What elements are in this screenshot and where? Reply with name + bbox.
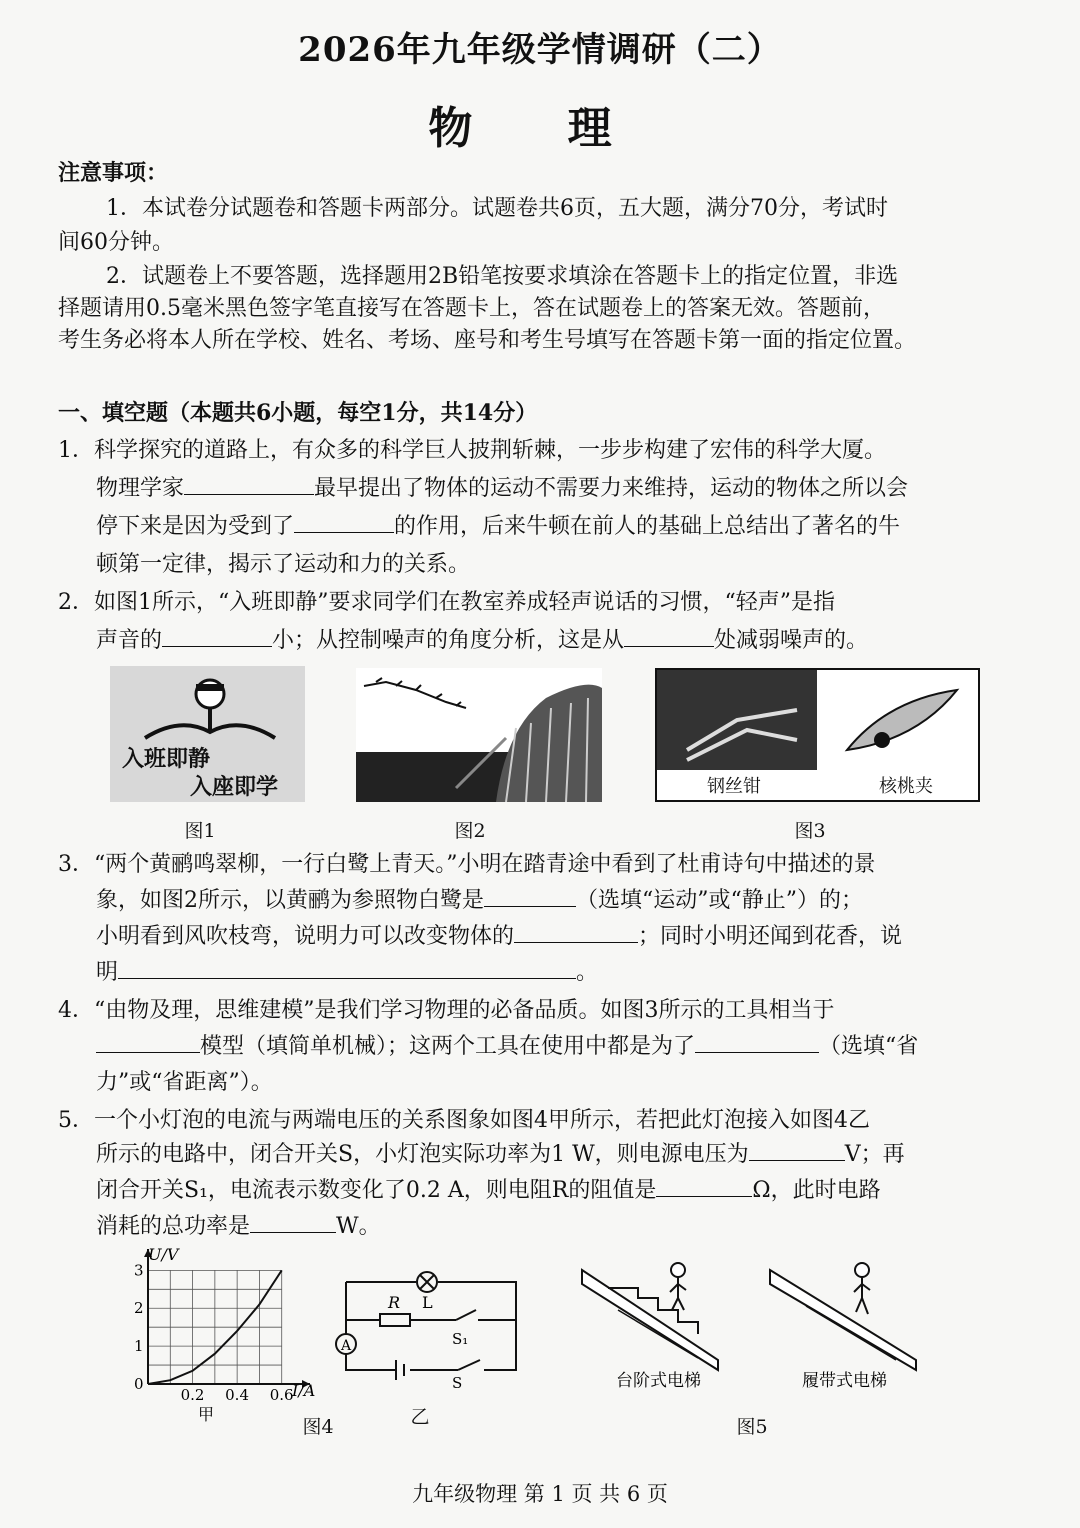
figure-5-caption: 图5 (736, 1416, 768, 1438)
figure-3-label-pliers: 钢丝钳 (707, 776, 761, 797)
x-axis-label: I/A (292, 1381, 316, 1400)
figure-4-graph (128, 1244, 328, 1424)
lamp-label: L (422, 1293, 433, 1312)
figure-1-slogan-2: 入座即学 (190, 774, 279, 800)
y-tick-label: 2 (134, 1299, 144, 1318)
figure-4-yi-label: 乙 (410, 1406, 430, 1428)
notice-heading: 注意事项： (58, 160, 169, 186)
notice-line-5: 考生务必将本人所在学校、姓名、考场、座号和考生号填写在答题卡第一面的指定位置。 (58, 328, 917, 353)
figure-3-caption: 图3 (794, 820, 826, 842)
q5-line-1: 5．一个小灯泡的电流与两端电压的关系图象如图4甲所示，若把此灯泡接入如图4乙 (58, 1108, 870, 1133)
graph-grid (148, 1270, 282, 1384)
figure-3-image (655, 668, 980, 802)
answer-blank[interactable] (294, 512, 394, 533)
graph-axes (144, 1249, 310, 1388)
exam-title: 2026年九年级学情调研（二） (298, 30, 782, 70)
y-axis-label: U/V (148, 1245, 179, 1264)
notice-line-3: 2．试题卷上不要答题，选择题用2B铅笔按要求填涂在答题卡上的指定位置，非选 (106, 264, 899, 289)
answer-blank[interactable] (695, 1032, 819, 1053)
figure-5-belt-escalator (766, 1250, 936, 1400)
notice-line-2: 间60分钟。 (58, 230, 174, 255)
y-tick-label: 3 (134, 1261, 144, 1280)
q1-line-3: 停下来是因为受到了 的作用，后来牛顿在前人的基础上总结出了著名的牛 (96, 514, 901, 539)
q1-line-1: 1．科学探究的道路上，有众多的科学巨人披荆斩棘，一步步构建了宏伟的科学大厦。 (58, 438, 886, 463)
q5-line-2: 所示的电路中，闭合开关S，小灯泡实际功率为1 W，则电源电压为 V；再 (96, 1142, 905, 1167)
ammeter-label: A (341, 1338, 352, 1354)
answer-blank[interactable] (184, 474, 314, 495)
x-tick-label: 0.6 (269, 1386, 294, 1404)
answer-blank[interactable] (514, 922, 638, 943)
notice-line-1: 1．本试卷分试题卷和答题卡两部分。试题卷共6页，五大题，满分70分，考试时 (106, 196, 888, 221)
q1-line-4: 顿第一定律，揭示了运动和力的关系。 (96, 552, 471, 577)
answer-blank[interactable] (484, 886, 576, 907)
section-1-heading: 一、填空题（本题共6小题，每空1分，共14分） (58, 400, 538, 426)
answer-blank[interactable] (656, 1176, 752, 1197)
q5-line-4: 消耗的总功率是 W。 (96, 1214, 381, 1239)
q1-line-2: 物理学家 最早提出了物体的运动不需要力来维持，运动的物体之所以会 (96, 476, 909, 501)
belt-escalator-label: 履带式电梯 (802, 1371, 887, 1391)
figure-5-step-escalator (578, 1250, 758, 1400)
answer-blank[interactable] (162, 626, 272, 647)
answer-blank[interactable] (624, 626, 714, 647)
q2-line-1: 2．如图1所示，“入班即静”要求同学们在教室养成轻声说话的习惯，“轻声”是指 (58, 590, 835, 615)
q5-line-3: 闭合开关S₁，电流表示数变化了0.2 A，则电阻R的阻值是 Ω，此时电路 (96, 1178, 881, 1203)
x-tick-label: 0.4 (225, 1386, 250, 1404)
q3-line-1: 3．“两个黄鹂鸣翠柳，一行白鹭上青天。”小明在踏青途中看到了杜甫诗句中描述的景 (58, 852, 876, 877)
figure-1-slogan-1: 入班即静 (122, 746, 211, 772)
q3-line-3: 小明看到风吹枝弯，说明力可以改变物体的 ；同时小明还闻到花香，说 (96, 924, 903, 949)
q4-line-3: 力”或“省距离”）。 (96, 1070, 273, 1095)
figure-1-image (110, 666, 305, 802)
figure-4-jia-label: 甲 (198, 1405, 215, 1424)
notice-line-4: 择题请用0.5毫米黑色签字笔直接写在答题卡上，答在试题卷上的答案无效。答题前， (58, 296, 885, 321)
subject-title: 物 理 (428, 103, 652, 154)
q4-line-2: 模型（填简单机械）；这两个工具在使用中都是为了 （选填“省 (96, 1032, 918, 1062)
x-tick-label: 0.2 (180, 1386, 205, 1404)
q3-line-2: 象，如图2所示，以黄鹂为参照物白鹭是 （选填“运动”或“静止”）的； (96, 888, 863, 913)
answer-blank[interactable] (250, 1212, 336, 1233)
step-escalator-label: 台阶式电梯 (616, 1371, 701, 1391)
answer-blank[interactable] (96, 1032, 200, 1053)
figure-2-image (356, 668, 602, 802)
answer-blank[interactable] (118, 958, 576, 979)
y-tick-label: 0 (134, 1375, 144, 1393)
q2-line-2: 声音的 小；从控制噪声的角度分析，这是从 处减弱噪声的。 (96, 628, 869, 653)
y-tick-label: 1 (134, 1337, 144, 1356)
figure-1-caption: 图1 (184, 820, 216, 842)
switch-s1-label: S₁ (452, 1330, 469, 1348)
figure-2-caption: 图2 (454, 820, 486, 842)
figure-3-label-nutcracker: 核桃夹 (879, 776, 933, 797)
q4-line-1: 4．“由物及理，思维建模”是我们学习物理的必备品质。如图3所示的工具相当于 (58, 998, 835, 1023)
switch-s-label: S (452, 1374, 463, 1392)
page-footer: 九年级物理 第 1 页 共 6 页 (412, 1482, 668, 1506)
resistor-label: R (388, 1293, 401, 1312)
q3-line-4: 明 。 (96, 960, 599, 985)
figure-4-caption: 图4 (302, 1416, 334, 1438)
answer-blank[interactable] (749, 1140, 845, 1161)
figure-4-circuit (326, 1262, 526, 1392)
